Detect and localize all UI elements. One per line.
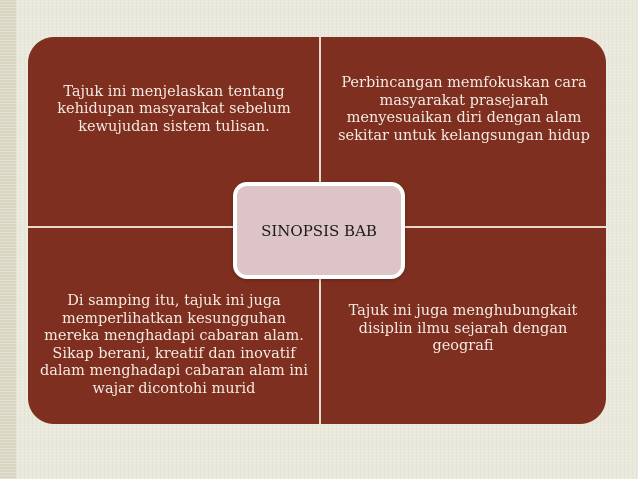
center-title-box xyxy=(233,182,405,279)
quadrant-top-left-text: Tajuk ini menjelaskan tentang kehidupan masyarakat sebelum kewujudan sistem tulisan. xyxy=(57,83,291,135)
center-title-label: SINOPSIS BAB xyxy=(261,221,377,240)
quadrant-bottom-left-text: Di samping itu, tajuk ini juga memperlihatkan kesungguhan mereka menghadapi cabaran alam. Sikap berani, kreatif dan inovatif dalam menghadapi cabaran alam ini wajar dicontohi murid xyxy=(39,293,309,397)
slide-side-accent xyxy=(0,0,16,479)
quadrant-top-right-text: Perbincangan memfokuskan cara masyarakat prasejarah menyesuaikan diri dengan alam sekitar untuk kelangsungan hidup xyxy=(338,75,590,144)
quadrant-bottom-right-text: Tajuk ini juga menghubungkait disiplin ilmu sejarah dengan geografi xyxy=(348,303,578,355)
